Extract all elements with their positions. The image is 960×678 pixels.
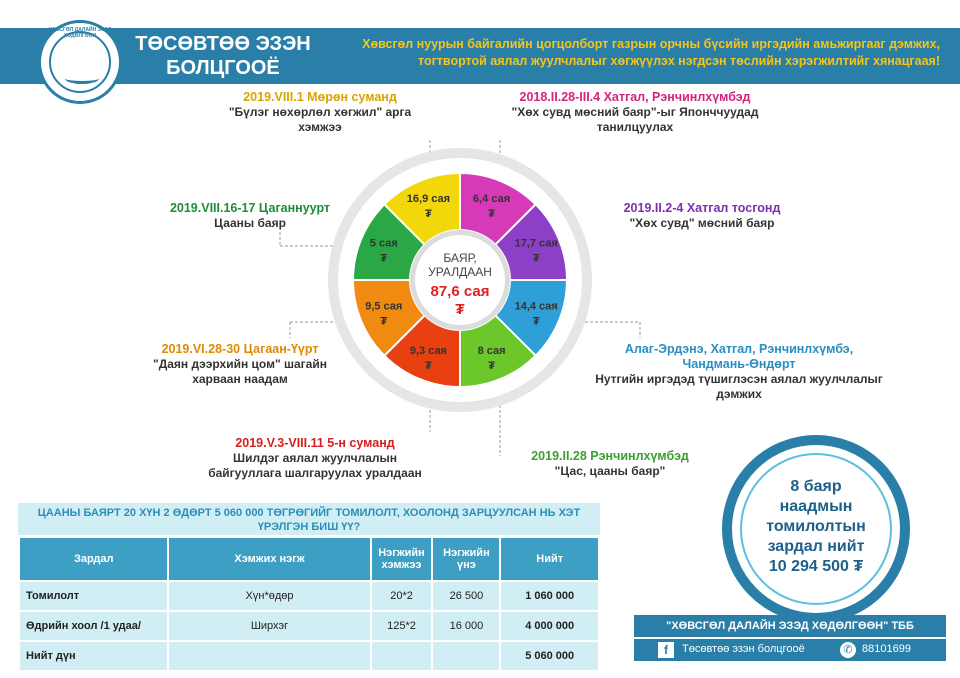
event-khatgal-japan <box>500 90 770 135</box>
slice-value-label: 16,9 сая <box>406 192 451 205</box>
phone-icon[interactable]: ✆ <box>840 642 856 658</box>
event-desc: Нутгийн иргэдэд түшиглэсэн аялал жуулчлалыг дэмжих <box>595 372 883 401</box>
event-desc: Цааны баяр <box>214 216 286 230</box>
event-desc: Шилдэг аялал жуулчлалын байгууллага шалгаруулах уралдаан <box>208 451 422 480</box>
table-cell: 26 500 <box>432 581 500 611</box>
event-desc: "Хөх сувд" мөсний баяр <box>629 216 775 230</box>
phone-number[interactable]: 88101699 <box>862 643 911 655</box>
total-line: 8 баяр <box>790 478 842 495</box>
event-best-tourism <box>200 436 430 481</box>
event-desc: "Бүлэг нөхөрлөл хөгжил" арга хэмжээ <box>228 105 412 134</box>
table-cell: Ширхэг <box>168 611 370 641</box>
total-text <box>732 477 900 577</box>
table-cell: 125*2 <box>371 611 433 641</box>
slice-currency-label: ₮ <box>425 360 432 373</box>
slice-currency-label: ₮ <box>488 360 495 373</box>
table-cell: Нийт дүн <box>19 641 168 671</box>
table-cell: 1 060 000 <box>500 581 599 611</box>
center-label-1: БАЯР, <box>443 251 477 265</box>
contact-bar <box>634 639 946 661</box>
column-header: Нэгжийн үнэ <box>432 537 500 581</box>
table-cell: Өдрийн хоол /1 удаа/ <box>19 611 168 641</box>
event-title: 2019.VIII.1 Мөрөн суманд <box>243 90 397 104</box>
event-tsagaannuur <box>140 201 360 231</box>
table-cell: 4 000 000 <box>500 611 599 641</box>
event-title: 2019.V.3-VIII.11 5-н суманд <box>235 436 395 450</box>
center-value: 87,6 сая <box>430 283 490 300</box>
total-line: наадмын <box>779 498 853 515</box>
event-title: Алаг-Эрдэнэ, Хатгал, Рэнчинлхүмбэ, Чандмань-Өндөрт <box>624 342 854 371</box>
event-murun <box>210 90 430 135</box>
table-title: ЦААНЫ БАЯРТ 20 ХҮН 2 ӨДӨРТ 5 060 000 ТӨГРӨГИЙГ ТОМИЛОЛТ, ХООЛОНД ЗАРЦУУЛСАН НЬ ХЭТ ҮРЭЛГЭН БИШ ҮҮ? <box>18 503 600 535</box>
table-cell: Томилолт <box>19 581 168 611</box>
center-label-2: УРАЛДААН <box>428 265 492 279</box>
slogan: Хөвсгөл нуурын байгалийн цогцолборт газрын орчны бүсийн иргэдийн амьжиргааг дэмжих, тогтвортой аялал жуулчлалыг хөгжүүлэх нэгдсэн төслийн хэрэгжилтийг хянацгаая! <box>362 37 940 68</box>
table-cell <box>371 641 433 671</box>
event-renchinlkhumbe-reindeer <box>500 449 720 479</box>
event-desc: "Цас, цааны баяр" <box>554 464 666 478</box>
slice-value-label: 14,4 сая <box>514 300 558 313</box>
total-line: томилолтын <box>766 518 866 535</box>
event-khatgal-ice <box>582 201 822 231</box>
column-header: Зардал <box>19 537 168 581</box>
column-header: Нийт <box>500 537 599 581</box>
event-tsagaan-uur <box>140 342 340 387</box>
event-title: 2019.VIII.16-17 Цаганнуурт <box>169 201 331 215</box>
table-cell <box>168 641 370 671</box>
slice-currency-label: ₮ <box>380 315 388 328</box>
slice-value-label: 5 сая <box>369 237 398 250</box>
event-desc: "Даян дээрхийн цом" шагайн харваан наадам <box>153 357 327 386</box>
table-row <box>19 611 599 641</box>
facebook-icon[interactable]: f <box>658 642 674 658</box>
logo-text: ХӨВСГӨЛ ДАЛАЙН ЭЗЭД ХӨДӨЛГӨӨН <box>48 27 112 39</box>
event-title: 2019.VI.28-30 Цагаан-Үүрт <box>161 342 319 356</box>
column-header: Хэмжих нэгж <box>168 537 370 581</box>
total-badge <box>722 435 910 623</box>
column-header: Нэгжийн хэмжээ <box>371 537 433 581</box>
slice-currency-label: ₮ <box>425 207 432 220</box>
slice-currency-label: ₮ <box>532 315 540 328</box>
slice-currency-label: ₮ <box>380 252 388 265</box>
center-currency: ₮ <box>455 301 465 318</box>
slice-currency-label: ₮ <box>488 207 495 220</box>
slice-value-label: 6,4 сая <box>473 192 511 205</box>
cost-table <box>18 536 600 672</box>
table-row <box>19 641 599 671</box>
table-cell <box>432 641 500 671</box>
event-tourism-support <box>594 342 884 402</box>
page-title: ТӨСӨВТӨӨ ЭЗЭН БОЛЦГООЁ <box>135 33 311 79</box>
slice-value-label: 9,3 сая <box>409 345 447 358</box>
table-cell: 20*2 <box>371 581 433 611</box>
slice-currency-label: ₮ <box>532 252 540 265</box>
table-cell: 16 000 <box>432 611 500 641</box>
facebook-page[interactable]: Төсөвтөө эзэн болцгооё <box>682 643 805 655</box>
org-name: "ХӨВСГӨЛ ДАЛАЙН ЭЗЭД ХӨДӨЛГӨӨН" ТББ <box>634 615 946 637</box>
event-desc: "Хөх сувд мөсний баяр"-ыг Японччуудад танилцуулах <box>511 105 759 134</box>
event-title: 2019.II.28 Рэнчинлхүмбэд <box>531 449 689 463</box>
event-title: 2018.II.28-III.4 Хатгал, Рэнчинлхүмбэд <box>519 90 751 104</box>
slice-value-label: 8 сая <box>477 345 506 358</box>
event-title: 2019.II.2-4 Хатгал тосгонд <box>623 201 781 215</box>
total-amount: 10 294 500 ₮ <box>768 558 864 575</box>
table-cell: 5 060 000 <box>500 641 599 671</box>
slice-value-label: 9,5 сая <box>365 300 403 313</box>
total-line: зардал нийт <box>767 538 865 555</box>
table-row <box>19 581 599 611</box>
table-cell: Хүн*өдөр <box>168 581 370 611</box>
slice-value-label: 17,7 сая <box>514 237 558 250</box>
table-header-row <box>19 537 599 581</box>
